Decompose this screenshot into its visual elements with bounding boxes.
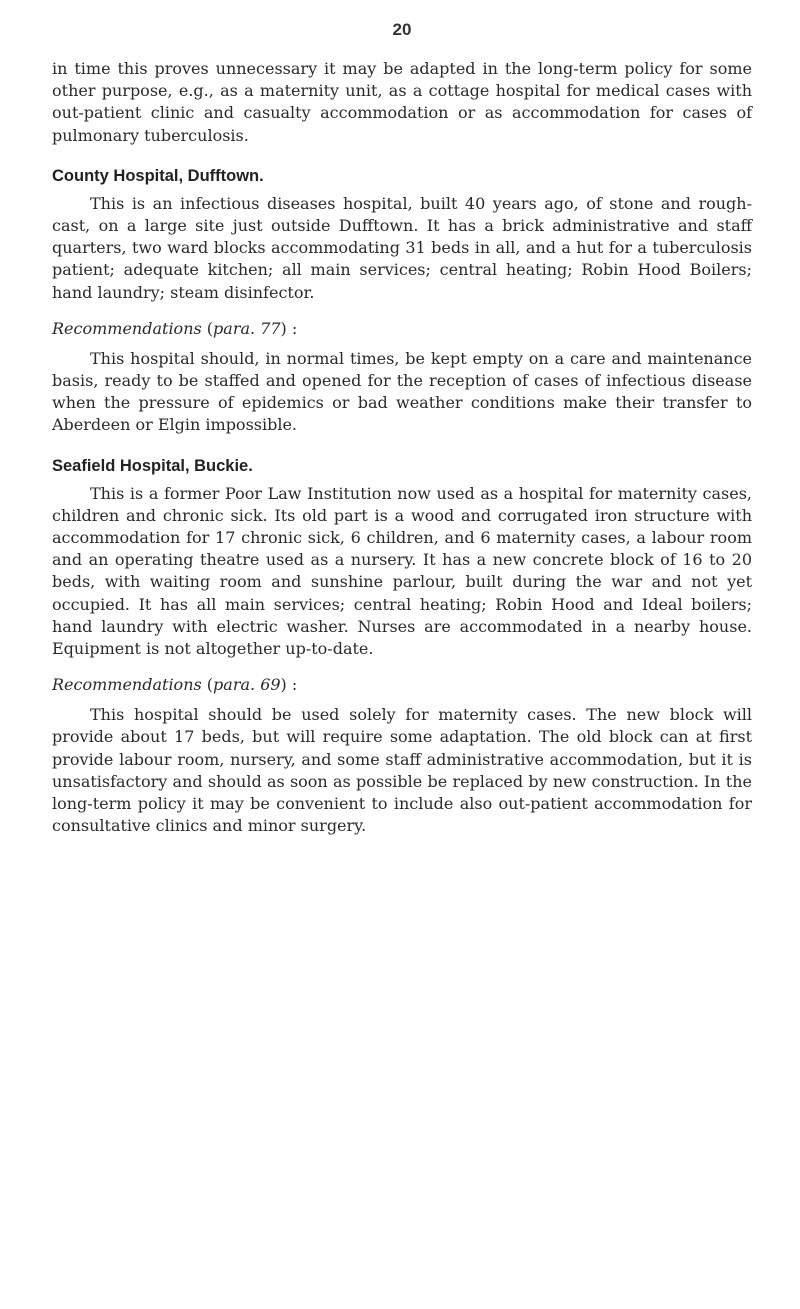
section-seafield-hospital — [52, 455, 752, 838]
section-body: This is an infectious diseases hospital, built 40 years ago, of stone and rough-cast, on a large site just outside Dufftown. It has a brick administrative and staff quarters, two ward blocks accommodating 31 beds in all, and a hut for a tuberculosis patient; adequate kitchen; all main services; central heating; Robin Hood Boilers; hand laundry; steam disinfector. — [52, 193, 752, 302]
recommendations-ref: para. 77 — [213, 318, 281, 338]
page-content — [52, 58, 752, 837]
recommendations-label: Recommendations — [52, 318, 202, 338]
section-heading: County Hospital, Dufftown. — [52, 166, 264, 185]
section-county-hospital — [52, 165, 752, 437]
recommendations-body: This hospital should be used solely for maternity cases. The new block will provide about 17 beds, but will require some adaptation. The old block can at first provide labour room, nursery, and some staff administrative accommodation, but it is unsatisfactory and should as soon as possible be replaced by new construction. In the long-term policy it may be convenient to include also out-patient accommodation for consultative clinics and minor surgery. — [52, 705, 752, 836]
recommendations-body: This hospital should, in normal times, be kept empty on a care and maintenance basis, ready to be staffed and opened for the reception of cases of infectious disease when the pressure of epidemics or bad weather conditions make their transfer to Aberdeen or Elgin impossible. — [52, 348, 752, 435]
recommendations-heading: Recommendations (para. 69) : — [52, 675, 298, 695]
section-heading: Seafield Hospital, Buckie. — [52, 456, 253, 475]
page-number: 20 — [392, 20, 412, 39]
recommendations-ref: para. 69 — [213, 675, 281, 695]
opening-paragraph: in time this proves unnecessary it may be adapted in the long-term policy for some other purpose, e.g., as a maternity unit, as a cottage hospital for medical cases with out-patient clinic and casualty accommodation or as accommodation for cases of pulmonary tuberculosis. — [52, 59, 752, 145]
recommendations-heading: Recommendations (para. 77) : — [52, 318, 298, 338]
section-body: This is a former Poor Law Institution now used as a hospital for maternity cases, children and chronic sick. Its old part is a wood and corrugated iron structure with accommodation for 17 chronic sick, 6 children, and 6 maternity cases, a labour room and an operating theatre used as a nursery. It has a new concrete block of 16 to 20 beds, with waiting room and sunshine parlour, built during the war and not yet occupied. It has all main services; central heating; Robin Hood and Ideal boilers; hand laundry with electric washer. Nurses are accommodated in a nearby house. Equipment is not altogether up-to-date. — [52, 483, 752, 659]
recommendations-label: Recommendations — [52, 675, 202, 695]
